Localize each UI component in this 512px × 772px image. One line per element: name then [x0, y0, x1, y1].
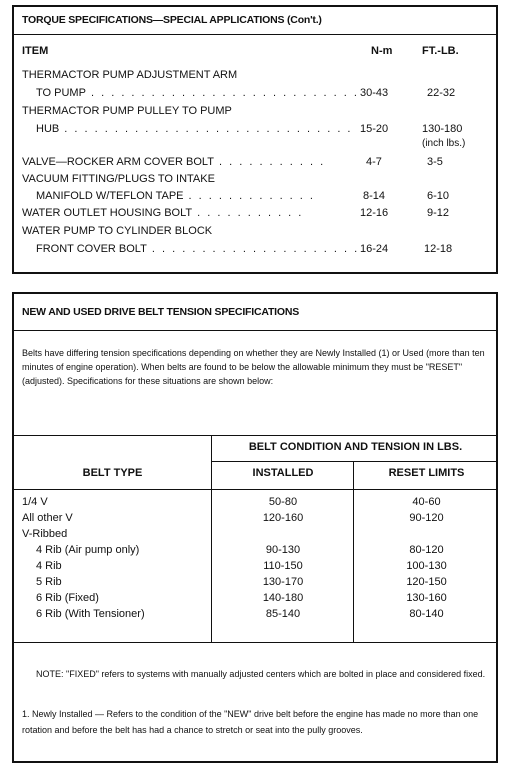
reset-cell: 80-120	[409, 544, 444, 556]
title-divider	[14, 330, 496, 331]
belt-spec-grid	[14, 435, 496, 642]
torque-row-ft: 9-12	[427, 207, 450, 219]
torque-row-item: VALVE—ROCKER ARM COVER BOLT . . . . . . . . . . .	[22, 156, 326, 168]
col-header-ftlb: FT.-LB.	[422, 45, 459, 57]
torque-row-item: THERMACTOR PUMP PULLEY TO PUMP	[22, 105, 232, 117]
torque-row-item-cont: FRONT COVER BOLT . . . . . . . . . . . . . . . . . . . . .	[36, 243, 360, 255]
belt-type-cell: V-Ribbed	[22, 528, 68, 540]
belt-tension-table	[12, 292, 498, 763]
torque-spec-table	[12, 5, 498, 274]
torque-row-ft: 22-32	[427, 87, 456, 99]
col-header-item: ITEM	[22, 45, 49, 57]
belt-table-title: NEW AND USED DRIVE BELT TENSION SPECIFICATIONS	[22, 306, 300, 318]
torque-row-ft-note: (inch lbs.)	[422, 138, 466, 149]
footnote-newly-installed: 1. Newly Installed — Refers to the condition of the "NEW" drive belt before the engine has made no more than one rotation and before the belt has had a chance to stretch or seat into the pully grooves.	[22, 709, 479, 735]
installed-cell: 90-130	[265, 544, 301, 556]
torque-row-item: WATER PUMP TO CYLINDER BLOCK	[22, 225, 213, 237]
torque-row-nm: 4-7	[366, 156, 382, 168]
belt-type-cell: 4 Rib	[36, 560, 62, 572]
col-header-reset: RESET LIMITS	[388, 467, 465, 479]
belt-type-cell: All other V	[22, 512, 73, 524]
reset-cell: 80-140	[409, 608, 444, 620]
grid-top-rule	[14, 435, 496, 436]
torque-row-item: WATER OUTLET HOUSING BOLT . . . . . . . . . . .	[22, 207, 304, 219]
torque-row-nm: 15-20	[360, 123, 389, 135]
col-header-nm: N-m	[371, 45, 393, 57]
torque-row-item-cont: MANIFOLD W/TEFLON TAPE . . . . . . . . . . . . .	[36, 190, 315, 202]
fixed-note: NOTE: "FIXED" refers to systems with manually adjusted centers which are bolted in place and considered fixed.	[36, 669, 486, 679]
reset-cell: 120-150	[406, 576, 447, 588]
title-divider	[14, 34, 496, 35]
reset-cell: 130-160	[406, 592, 447, 604]
torque-row-nm: 16-24	[360, 243, 389, 255]
col-header-belt-type: BELT TYPE	[82, 467, 143, 479]
belt-type-cell: 5 Rib	[36, 576, 62, 588]
reset-cell: 90-120	[409, 512, 444, 524]
grid-bottom-rule	[14, 642, 496, 643]
torque-row-item-cont: HUB . . . . . . . . . . . . . . . . . . . . . . . . . . . . .	[36, 123, 353, 135]
col-header-installed: INSTALLED	[252, 467, 314, 479]
torque-row-nm: 12-16	[360, 207, 389, 219]
torque-row-ft: 6-10	[427, 190, 450, 202]
installed-cell: 85-140	[265, 608, 301, 620]
torque-row-nm: 30-43	[360, 87, 389, 99]
torque-row-item: VACUUM FITTING/PLUGS TO INTAKE	[22, 173, 215, 185]
installed-cell: 140-180	[262, 592, 304, 604]
grid-col-divider	[211, 435, 212, 642]
group-header: BELT CONDITION AND TENSION IN LBS.	[248, 441, 463, 453]
belt-type-cell: 1/4 V	[22, 496, 48, 508]
installed-cell: 130-170	[262, 576, 304, 588]
reset-cell: 100-130	[406, 560, 447, 572]
torque-row-ft: 3-5	[427, 156, 443, 168]
reset-cell: 40-60	[412, 496, 441, 508]
installed-cell: 110-150	[263, 560, 303, 572]
torque-row-ft: 130-180	[422, 123, 463, 135]
group-header-rule	[211, 461, 496, 462]
belt-type-cell: 4 Rib (Air pump only)	[36, 544, 140, 556]
header-bottom-rule	[14, 489, 496, 490]
installed-cell: 120-160	[262, 512, 304, 524]
torque-row-nm: 8-14	[363, 190, 386, 202]
torque-table-title: TORQUE SPECIFICATIONS—SPECIAL APPLICATIONS (Con't.)	[22, 14, 322, 26]
intro-paragraph: Belts have differing tension specifications depending on whether they are Newly Installed (1) or Used (more than ten minutes of engine operation). When belts are found to be below the allowable minimum they must be "RESET" (adjusted). Specifications for these situations are shown below:	[22, 348, 485, 386]
belt-type-cell: 6 Rib (With Tensioner)	[36, 608, 145, 620]
torque-row-item-cont: TO PUMP . . . . . . . . . . . . . . . . . . . . . . . . . . .	[36, 87, 359, 99]
torque-row-item: THERMACTOR PUMP ADJUSTMENT ARM	[22, 69, 238, 81]
belt-type-cell: 6 Rib (Fixed)	[36, 592, 99, 604]
installed-cell: 50-80	[268, 496, 298, 508]
torque-row-ft: 12-18	[424, 243, 453, 255]
